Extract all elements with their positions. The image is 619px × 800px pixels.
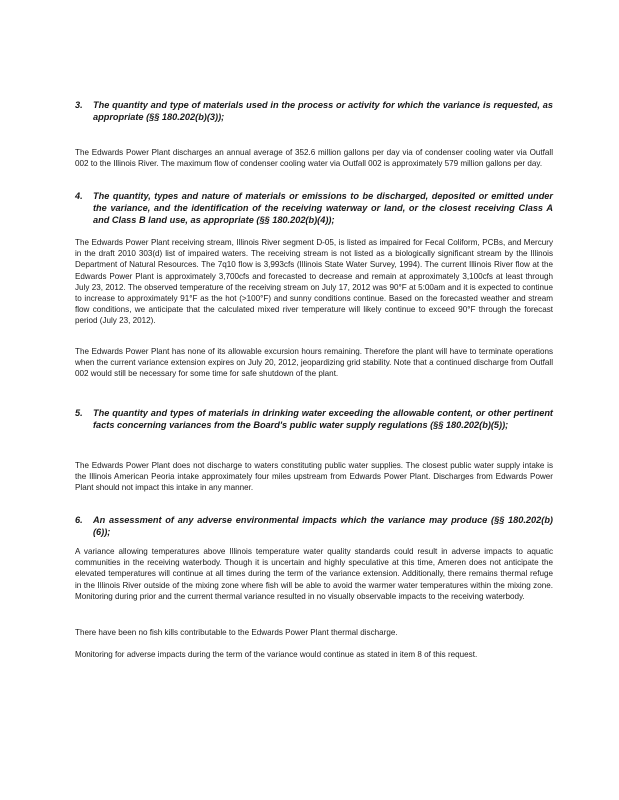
section-5-title: The quantity and types of materials in drinking water exceeding the allowable content, or other pertinent facts concerning variances from the Board's public water supply regulations (§§ 180.202(b)(5)); xyxy=(93,408,553,430)
section-3-number: 3. xyxy=(75,100,83,110)
section-5-heading xyxy=(75,407,553,431)
section-3-heading xyxy=(75,99,553,123)
section-6-paragraph-2: There have been no fish kills contributable to the Edwards Power Plant thermal discharge. xyxy=(75,628,398,637)
section-5-number: 5. xyxy=(75,408,83,418)
section-3-title: The quantity and type of materials used in the process or activity for which the variance is requested, as appropriate (§§ 180.202(b)(3)); xyxy=(93,100,553,122)
section-3-paragraph-1: The Edwards Power Plant discharges an annual average of 352.6 million gallons per day via of condenser cooling water via Outfall 002 to the Illinois River. The maximum flow of condenser cooling water via Outfall 002 is approximately 579 million gallons per day. xyxy=(75,148,553,169)
section-6-paragraph-1: A variance allowing temperatures above Illinois temperature water quality standards could result in adverse impacts to aquatic communities in the receiving waterbody. Though it is uncertain and highly speculative at this time, Ameren does not anticipate the elevated temperatures will continue at all times during the term of the variance extension. Additionally, there remains thermal refuge in the Illinois River outside of the mixing zone where fish will be able to avoid the warmer water temperatures within the mixing zone. Monitoring during prior and the current thermal variance resulted in no visually observable impacts to the receiving waterbody. xyxy=(75,547,553,601)
section-5-paragraph-1: The Edwards Power Plant does not discharge to waters constituting public water supplies. The closest public water supply intake is the Illinois American Peoria intake approximately four miles upstream from Edwards Power Plant. Discharges from Edwards Power Plant should not impact this intake in any manner. xyxy=(75,461,553,493)
section-4-paragraph-2: The Edwards Power Plant has none of its allowable excursion hours remaining. Therefore the plant will have to terminate operations when the current variance extension expires on July 20, 2012, jeopardizing grid stability. Note that a continued discharge from Outfall 002 would still be necessary for some time for safe shutdown of the plant. xyxy=(75,347,553,379)
section-4-title: The quantity, types and nature of materials or emissions to be discharged, deposited or emitted under the variance, and the identification of the receiving waterway or land, or the closest receiving Class A and Class B land use, as appropriate (§§ 180.202(b)(4)); xyxy=(93,191,553,225)
section-6-heading xyxy=(75,514,553,538)
section-6-paragraph-3: Monitoring for adverse impacts during the term of the variance would continue as stated in item 8 of this request. xyxy=(75,650,478,659)
section-6-title: An assessment of any adverse environmental impacts which the variance may produce (§§ 180.202(b)(6)); xyxy=(93,515,553,537)
section-4-heading xyxy=(75,190,553,226)
section-4-number: 4. xyxy=(75,191,83,201)
section-4-paragraph-1: The Edwards Power Plant receiving stream, Illinois River segment D-05, is listed as impaired for Fecal Coliform, PCBs, and Mercury in the draft 2010 303(d) list of impaired waters. The receiving stream is not listed as a biologically significant stream by the Illinois Department of Natural Resources. The 7q10 flow is 3,993cfs (Illinois State Water Survey, 1994). The current Illinois River flow at the Edwards Power Plant is approximately 3,700cfs and forecasted to decrease and remain at approximately 3,100cfs at least through July 23, 2012. The observed temperature of the receiving stream on July 17, 2012 was 90°F at 5:00am and it is expected to continue to increase to approximately 91°F as the hot (>100°F) and sunny conditions continue. Based on the forecasted weather and stream flow conditions, we anticipate that the calculated mixed river temperature will likely continue to exceed 90°F through the forecast period (July 23, 2012). xyxy=(75,238,553,326)
section-6-number: 6. xyxy=(75,515,83,525)
